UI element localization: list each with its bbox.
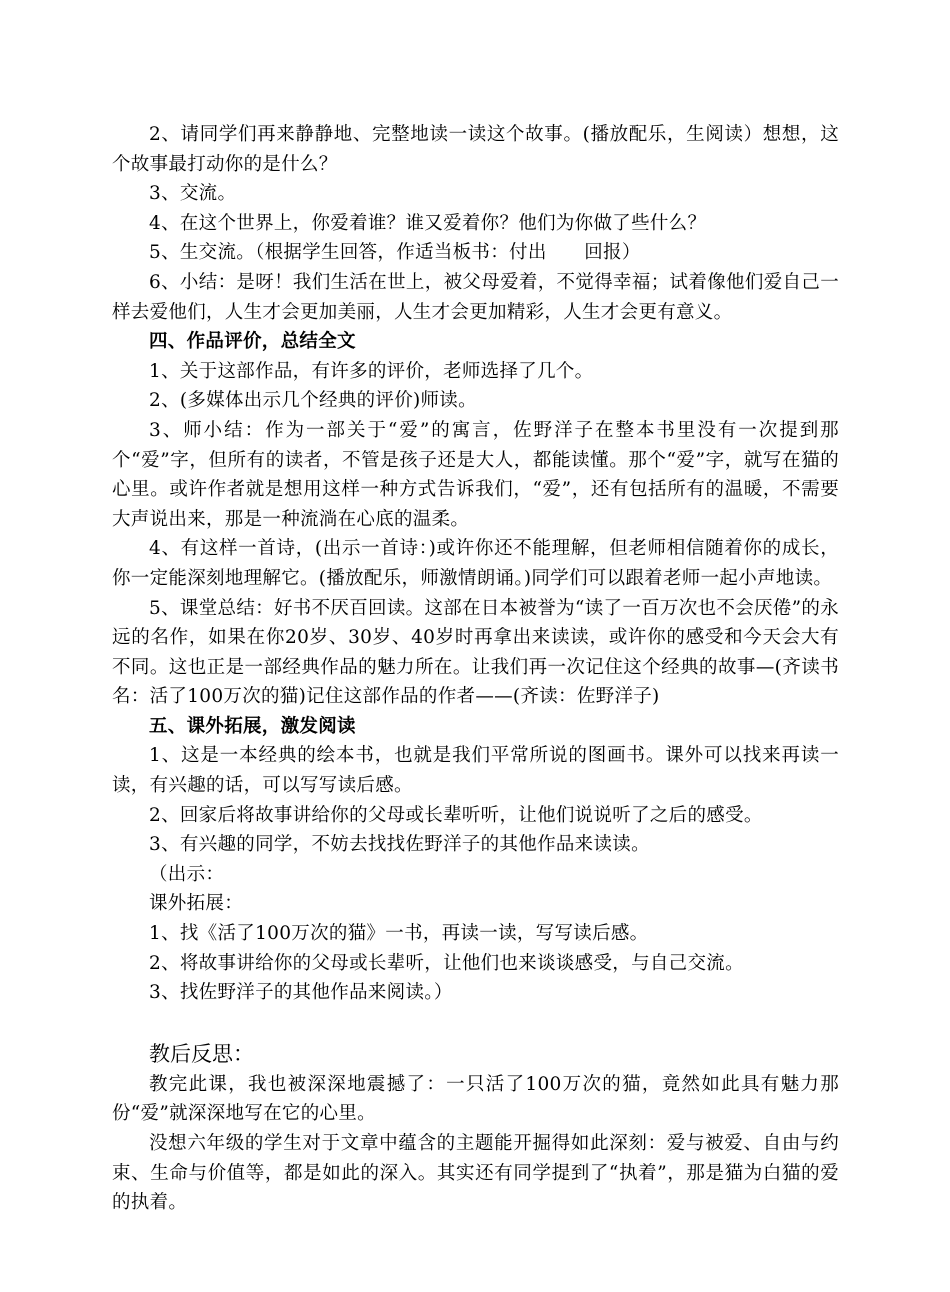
paragraph-summary: 6、小结：是呀！我们生活在世上，被父母爱着，不觉得幸福；试着像他们爱自己一样去爱他们，人生才会更加美丽，人生才会更加精彩，人生才会更有意义。 bbox=[112, 271, 839, 323]
paragraph-ext-item-1: 1、找《活了100万次的猫》一书，再读一读，写写读后感。 bbox=[149, 923, 649, 945]
paragraph-step-2: 2、请同学们再来静静地、完整地读一读这个故事。(播放配乐，生阅读）想想，这个故事最打动你的是什么？ bbox=[112, 124, 839, 175]
paragraph-eval-1: 1、关于这部作品，有许多的评价，老师选择了几个。 bbox=[149, 360, 594, 382]
paragraph-step-5: 5、生交流。（根据学生回答，作适当板书：付出 回报） bbox=[149, 242, 641, 264]
paragraph-show-open: （出示： bbox=[149, 863, 225, 885]
section-heading-4: 四、作品评价，总结全文 bbox=[149, 331, 356, 353]
paragraph-eval-3: 3、师小结：作为一部关于“爱”的寓言，佐野洋子在整本书里没有一次提到那个“爱”字，但所有的读者，不管是孩子还是大人，都能读懂。那个“爱”字，就写在猫的心里。或许作者就是想用这样一种方式告诉我们，“爱”，还有包括所有的温暖，不需要大声说出来，那是一种流淌在心底的温柔。 bbox=[112, 419, 839, 530]
paragraph-ext-1: 1、这是一本经典的绘本书，也就是我们平常所说的图画书。课外可以找来再读一读，有兴趣的话，可以写写读后感。 bbox=[112, 745, 839, 797]
paragraph-eval-2: 2、(多媒体出示几个经典的评价)师读。 bbox=[149, 390, 477, 412]
section-heading-5: 五、课外拓展，激发阅读 bbox=[149, 715, 356, 737]
paragraph-ext-title: 课外拓展： bbox=[149, 893, 244, 915]
spacer bbox=[112, 1008, 839, 1038]
reflection-title: 教后反思： bbox=[149, 1041, 254, 1066]
paragraph-step-4: 4、在这个世界上，你爱着谁？谁又爱着你？他们为你做了些什么？ bbox=[149, 212, 707, 234]
reflection-paragraph-1: 教完此课，我也被深深地震撼了：一只活了100万次的猫，竟然如此具有魅力那份“爱”就深深地写在它的心里。 bbox=[112, 1073, 839, 1125]
reflection-paragraph-2: 没想六年级的学生对于文章中蕴含的主题能开掘得如此深刻：爱与被爱、自由与约束、生命与价值等，都是如此的深入。其实还有同学提到了“执着”，那是猫为白猫的爱的执着。 bbox=[112, 1133, 839, 1214]
paragraph-ext-3: 3、有兴趣的同学，不妨去找找佐野洋子的其他作品来读读。 bbox=[149, 834, 650, 856]
paragraph-step-3: 3、交流。 bbox=[149, 183, 237, 205]
paragraph-ext-item-2: 2、将故事讲给你的父母或长辈听，让他们也来谈谈感受，与自己交流。 bbox=[149, 952, 744, 974]
paragraph-ext-2: 2、回家后将故事讲给你的父母或长辈听听，让他们说说听了之后的感受。 bbox=[149, 804, 763, 826]
document-page bbox=[112, 120, 839, 1218]
paragraph-eval-4: 4、有这样一首诗，(出示一首诗：)或许你还不能理解，但老师相信随着你的成长，你一定能深刻地理解它。(播放配乐，师激情朗诵。)同学们可以跟着老师一起小声地读。 bbox=[112, 538, 839, 589]
paragraph-ext-item-3: 3、找佐野洋子的其他作品来阅读。） bbox=[149, 982, 453, 1004]
paragraph-eval-5: 5、课堂总结：好书不厌百回读。这部在日本被誉为“读了一百万次也不会厌倦”的永远的名作，如果在你20岁、30岁、40岁时再拿出来读读，或许你的感受和今天会大有不同。这也正是一部经典作品的魅力所在。让我们再一次记住这个经典的故事—(齐读书名：活了100万次的猫)记住这部作品的作者——(齐读：佐野洋子) bbox=[112, 597, 839, 708]
